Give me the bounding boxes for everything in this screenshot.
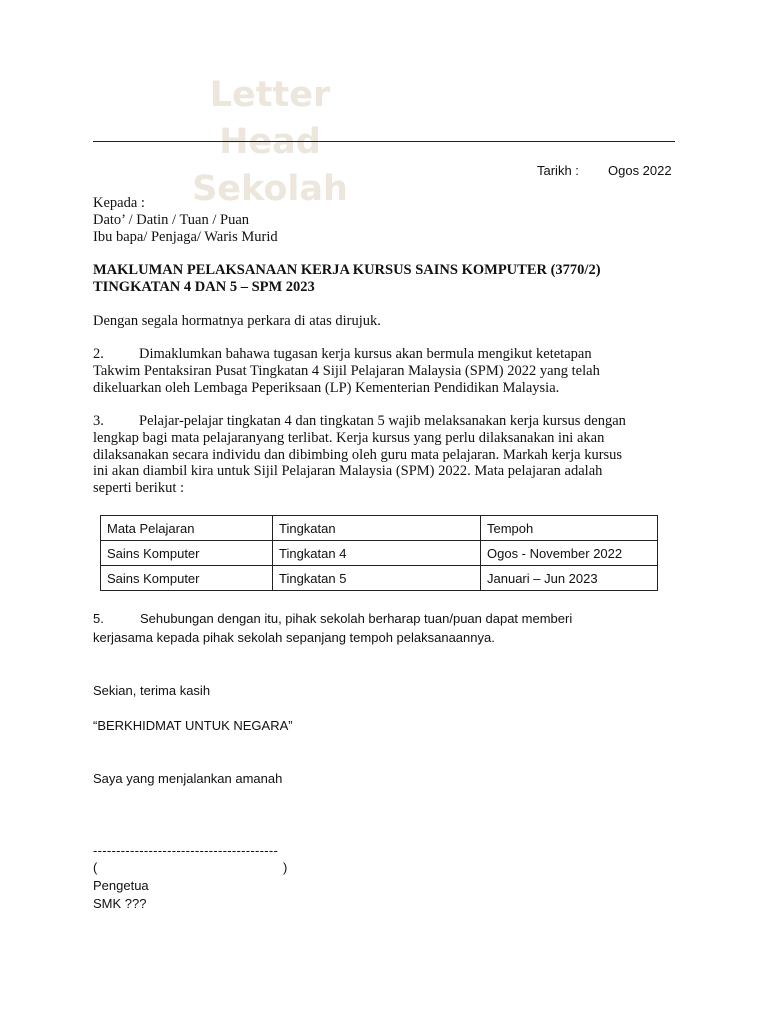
table-cell: Tingkatan 4 <box>273 541 481 566</box>
signature-close-paren: ) <box>283 860 288 875</box>
table-row <box>101 566 658 591</box>
school-name: SMK ??? <box>93 896 147 911</box>
letterhead-divider <box>93 141 675 142</box>
paragraph-3 <box>93 413 667 497</box>
subject-line: TINGKATAN 4 DAN 5 – SPM 2023 <box>93 279 315 295</box>
signatory-title: Pengetua <box>93 878 149 893</box>
paragraph-number: 5. <box>93 611 104 626</box>
table-cell: Ogos - November 2022 <box>481 541 658 566</box>
motto-text: “BERKHIDMAT UNTUK NEGARA” <box>93 718 293 733</box>
table-header-cell: Tingkatan <box>273 516 481 541</box>
subject-heading <box>93 262 667 296</box>
table-header-cell: Tempoh <box>481 516 658 541</box>
paragraph-5 <box>93 610 667 647</box>
watermark-line: Head <box>219 122 321 162</box>
paragraph-line: dilaksanakan secara individu dan dibimbing oleh guru mata pelajaran. Markah kerja kursus <box>93 446 623 463</box>
date-value: Ogos 2022 <box>608 163 672 178</box>
paragraph-line: ini akan diambil kira untuk Sijil Pelajaran Malaysia (SPM) 2022. Mata pelajaran adalah <box>93 463 603 480</box>
subject-line: MAKLUMAN PELAKSANAAN KERJA KURSUS SAINS KOMPUTER (3770/2) <box>93 262 601 278</box>
watermark-line: Letter <box>209 75 331 115</box>
paragraph-line: seperti berikut : <box>93 480 185 497</box>
date-label: Tarikh : <box>537 163 579 178</box>
table-row <box>101 541 658 566</box>
table-header-cell: Mata Pelajaran <box>101 516 273 541</box>
signature-line: ---------------------------------------- <box>93 843 279 858</box>
closing-text: Sekian, terima kasih <box>93 683 211 698</box>
paragraph-line: Pelajar-pelajar tingkatan 4 dan tingkatan 5 wajib melaksanakan kerja kursus dengan <box>139 413 626 429</box>
table-cell: Januari – Jun 2023 <box>481 566 658 591</box>
table-header-row <box>101 516 658 541</box>
recipient-line: Dato’ / Datin / Tuan / Puan <box>93 212 250 228</box>
table-cell: Sains Komputer <box>101 541 273 566</box>
paragraph-number: 2. <box>93 346 104 362</box>
paragraph-line: kerjasama kepada pihak sekolah sepanjang tempoh pelaksanaannya. <box>93 629 495 645</box>
date-line <box>537 162 672 180</box>
paragraph-line: Sehubungan dengan itu, pihak sekolah berharap tuan/puan dapat memberi <box>140 611 573 626</box>
subject-table <box>100 515 658 591</box>
trust-text: Saya yang menjalankan amanah <box>93 771 283 786</box>
paragraph-line: Takwim Pentaksiran Pusat Tingkatan 4 Sijil Pelajaran Malaysia (SPM) 2022 yang telah <box>93 362 600 379</box>
recipient-line: Kepada : <box>93 195 145 211</box>
table-cell: Sains Komputer <box>101 566 273 591</box>
watermark-line: Sekolah <box>192 169 348 209</box>
recipient-block <box>93 195 667 246</box>
greeting: Dengan segala hormatnya perkara di atas dirujuk. <box>93 313 381 329</box>
paragraph-line: lengkap bagi mata pelajaranyang terlibat. Kerja kursus yang perlu dilaksanakan ini akan <box>93 429 605 446</box>
recipient-line: Ibu bapa/ Penjaga/ Waris Murid <box>93 229 278 245</box>
paragraph-line: dikeluarkan oleh Lembaga Peperiksaan (LP) Kementerian Pendidikan Malaysia. <box>93 379 560 396</box>
signature-open-paren: ( <box>93 860 98 875</box>
paragraph-2 <box>93 346 667 396</box>
paragraph-line: Dimaklumkan bahawa tugasan kerja kursus akan bermula mengikut ketetapan <box>139 346 592 362</box>
letterhead-watermark <box>180 72 360 213</box>
paragraph-number: 3. <box>93 413 104 429</box>
table-cell: Tingkatan 5 <box>273 566 481 591</box>
